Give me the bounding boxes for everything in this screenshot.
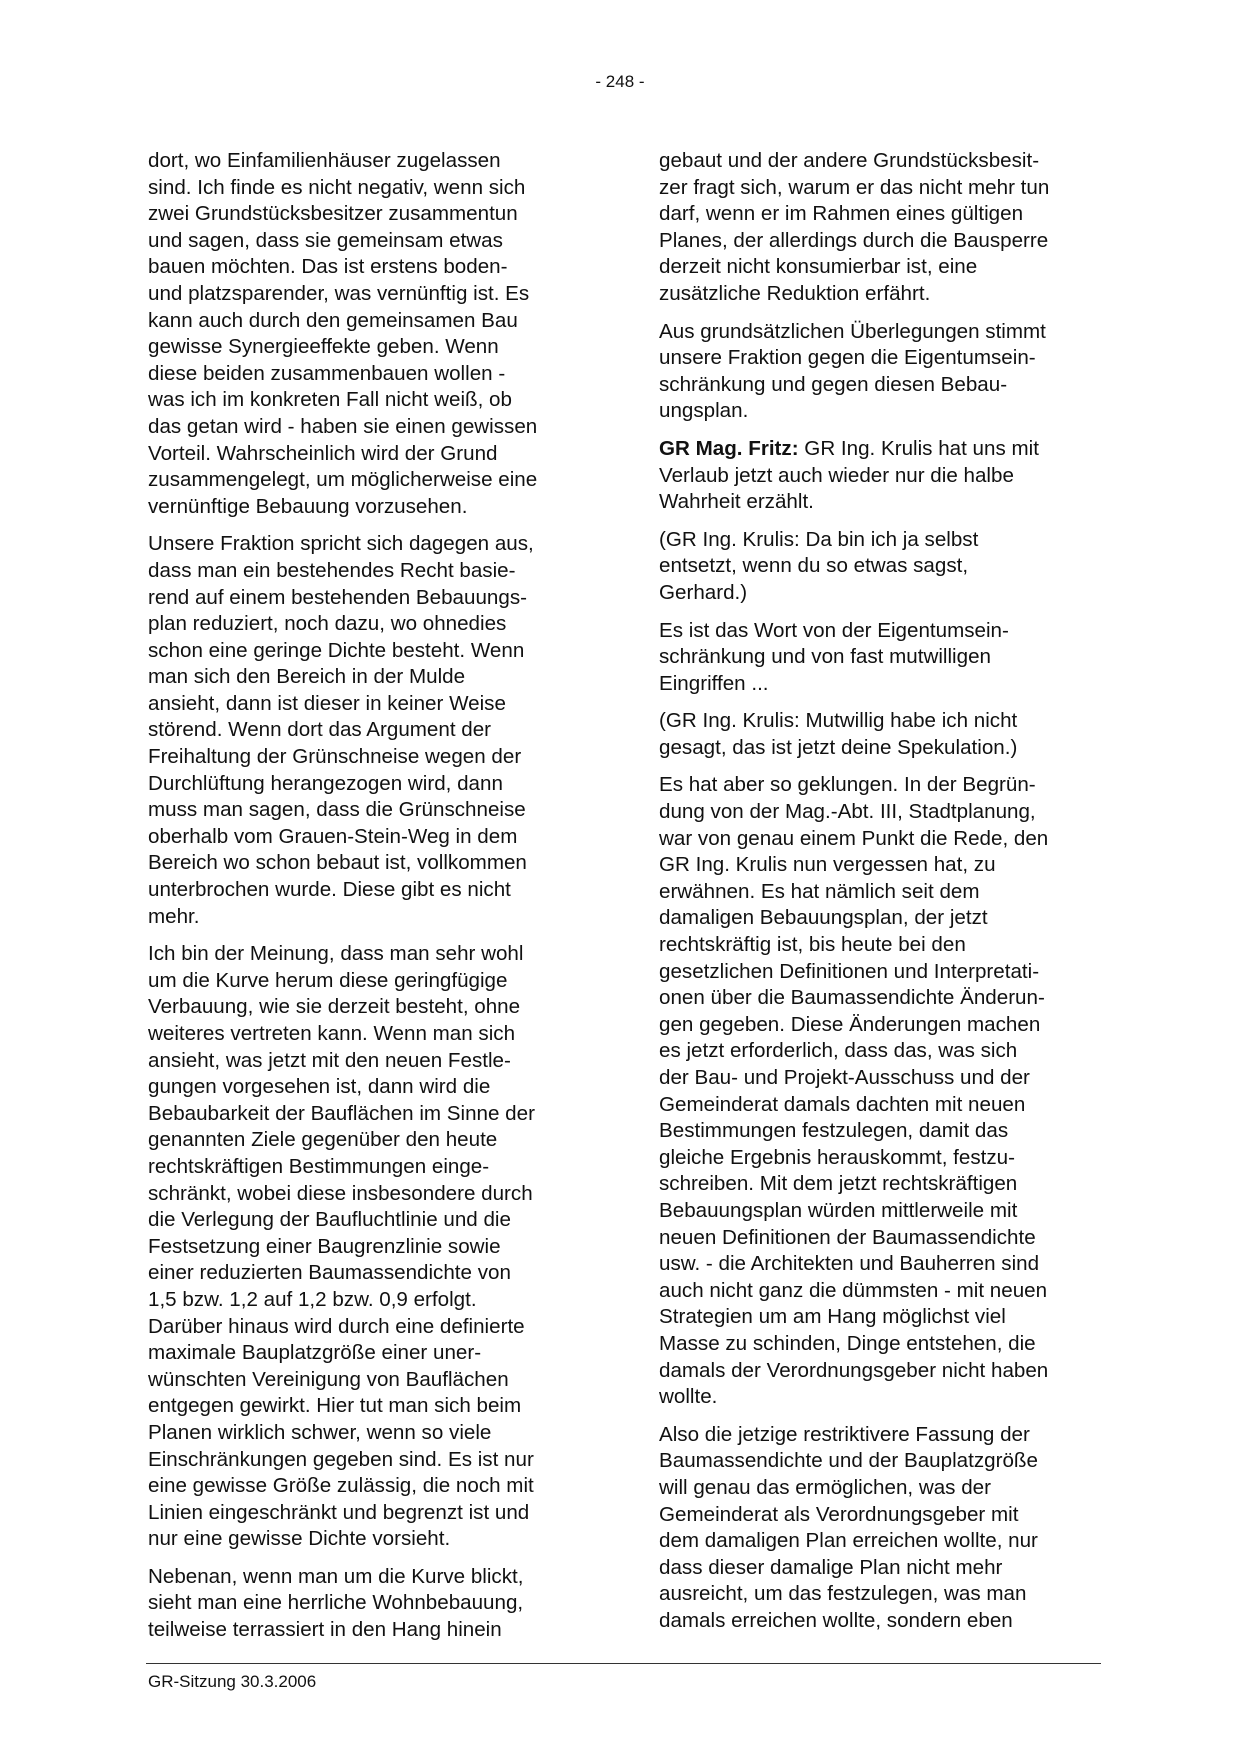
speaker-name: GR Mag. Fritz: [659, 436, 799, 460]
paragraph: Es hat aber so geklungen. In der Begrün- dung von der Mag.-Abt. III, Stadtplanung, war von genau einem Punkt die Rede, den GR Ing. Krulis nun vergessen hat, zu erwähnen. Es hat nämlich seit dem damaligen Bebauungsplan, der jetzt rechtskräftig ist, bis heute bei den gesetzlichen Definitionen und Interpretati- onen über die Baumassendichte Änderun- gen gegeben. Diese Änderungen machen es jetzt erforderlich, dass das, was sich der Bau- und Projekt-Ausschuss und der Gemeinderat damals dachten mit neuen Bestimmungen festzulegen, damit das gleiche Ergebnis herauskommt, festzu- schreiben. Mit dem jetzt rechtskräftigen Bebauungsplan würden mittlerweile mit neuen Definitionen der Baumassendichte usw. - die Architekten und Bauherren sind auch nicht ganz die dümmsten - mit neuen Strategien um am Hang möglichst viel Masse zu schinden, Dinge entstehen, die damals der Verordnungsgeber nicht haben wollte. [659, 773, 1049, 1409]
paragraph: gebaut und der andere Grundstücksbesit- zer fragt sich, warum er das nicht mehr tun darf, wenn er im Rahmen eines gültigen Planes, der allerdings durch die Bausperre derzeit nicht konsumierbar ist, eine zusätzliche Reduktion erfährt. [659, 149, 1050, 305]
paragraph: dort, wo Einfamilienhäuser zugelassen sind. Ich finde es nicht negativ, wenn sich zwei Grundstücksbesitzer zusammentun und sagen, dass sie gemeinsam etwas bauen möchten. Das ist erstens boden- und platzsparender, was vernünftig ist. Es kann auch durch den gemeinsamen Bau gewisse Synergieeffekte geben. Wenn diese beiden zusammenbauen wollen - was ich im konkreten Fall nicht weiß, ob das getan wird - haben sie einen gewissen Vorteil. Wahrscheinlich wird der Grund zusammengelegt, um möglicherweise eine vernünftige Bebauung vorzusehen. [148, 149, 538, 518]
page-number: - 248 - [595, 72, 645, 91]
paragraph: Also die jetzige restriktivere Fassung der Baumassendichte und der Bauplatzgröße will genau das ermöglichen, was der Gemeinderat als Verordnungsgeber mit dem damaligen Plan erreichen wollte, nur dass dieser damalige Plan nicht mehr ausreicht, um das festzulegen, was man damals erreichen wollte, sondern eben [659, 1422, 1038, 1632]
paragraph: Aus grundsätzlichen Überlegungen stimmt unsere Fraktion gegen die Eigentumsein- schränkung und gegen diesen Bebau- ungsplan. [659, 319, 1046, 423]
interjection: (GR Ing. Krulis: Mutwillig habe ich nicht gesagt, das ist jetzt deine Spekulation.) [659, 709, 1018, 759]
paragraph: Nebenan, wenn man um die Kurve blickt, sieht man eine herrliche Wohnbebauung, teilweise terrassiert in den Hang hinein [148, 1564, 524, 1642]
paragraph: Unsere Fraktion spricht sich dagegen aus, dass man ein bestehendes Recht basie- rend auf einem bestehenden Bebauungs- plan reduziert, noch dazu, wo ohnedies schon eine geringe Dichte besteht. Wenn man sich den Bereich in der Mulde ansieht, dann ist dieser in keiner Weise störend. Wenn dort das Argument der Freihaltung der Grünschneise wegen der Durchlüftung herangezogen wird, dann muss man sagen, dass die Grünschneise oberhalb vom Grauen-Stein-Weg in dem Bereich wo schon bebaut ist, vollkommen unterbrochen wurde. Diese gibt es nicht mehr. [148, 532, 534, 928]
footer-text: GR-Sitzung 30.3.2006 [148, 1672, 317, 1691]
left-column [148, 148, 584, 1655]
right-column [659, 148, 1095, 1645]
paragraph: Ich bin der Meinung, dass man sehr wohl um die Kurve herum diese geringfügige Verbauung, wie sie derzeit besteht, ohne weiteres vertreten kann. Wenn man sich ansieht, was jetzt mit den neuen Festle- gungen vorgesehen ist, dann wird die Bebaubarkeit der Bauflächen im Sinne der genannten Ziele gegenüber den heute rechtskräftigen Bestimmungen einge- schränkt, wobei diese insbesondere durch die Verlegung der Baufluchtlinie und die Festsetzung einer Baugrenzlinie sowie einer reduzierten Baumassendichte von 1,5 bzw. 1,2 auf 1,2 bzw. 0,9 erfolgt. Darüber hinaus wird durch eine definierte maximale Bauplatzgröße einer uner- wünschten Vereinigung von Bauflächen entgegen gewirkt. Hier tut man sich beim Planen wirklich schwer, wenn so viele Einschränkungen gegeben sind. Es ist nur eine gewisse Größe zulässig, die noch mit Linien eingeschränkt und begrenzt ist und nur eine gewisse Dichte vorsieht. [148, 942, 535, 1551]
footer-divider [146, 1663, 1101, 1664]
paragraph: Es ist das Wort von der Eigentumsein- schränkung und von fast mutwilligen Eingriffen ... [659, 618, 1009, 695]
speaker-text: GR Ing. Krulis hat uns mit Verlaub jetzt auch wieder nur die halbe Wahrheit erzählt. [659, 436, 1039, 514]
interjection: (GR Ing. Krulis: Da bin ich ja selbst entsetzt, wenn du so etwas sagst, Gerhard.) [659, 527, 979, 604]
speaker-paragraph [659, 436, 1095, 516]
